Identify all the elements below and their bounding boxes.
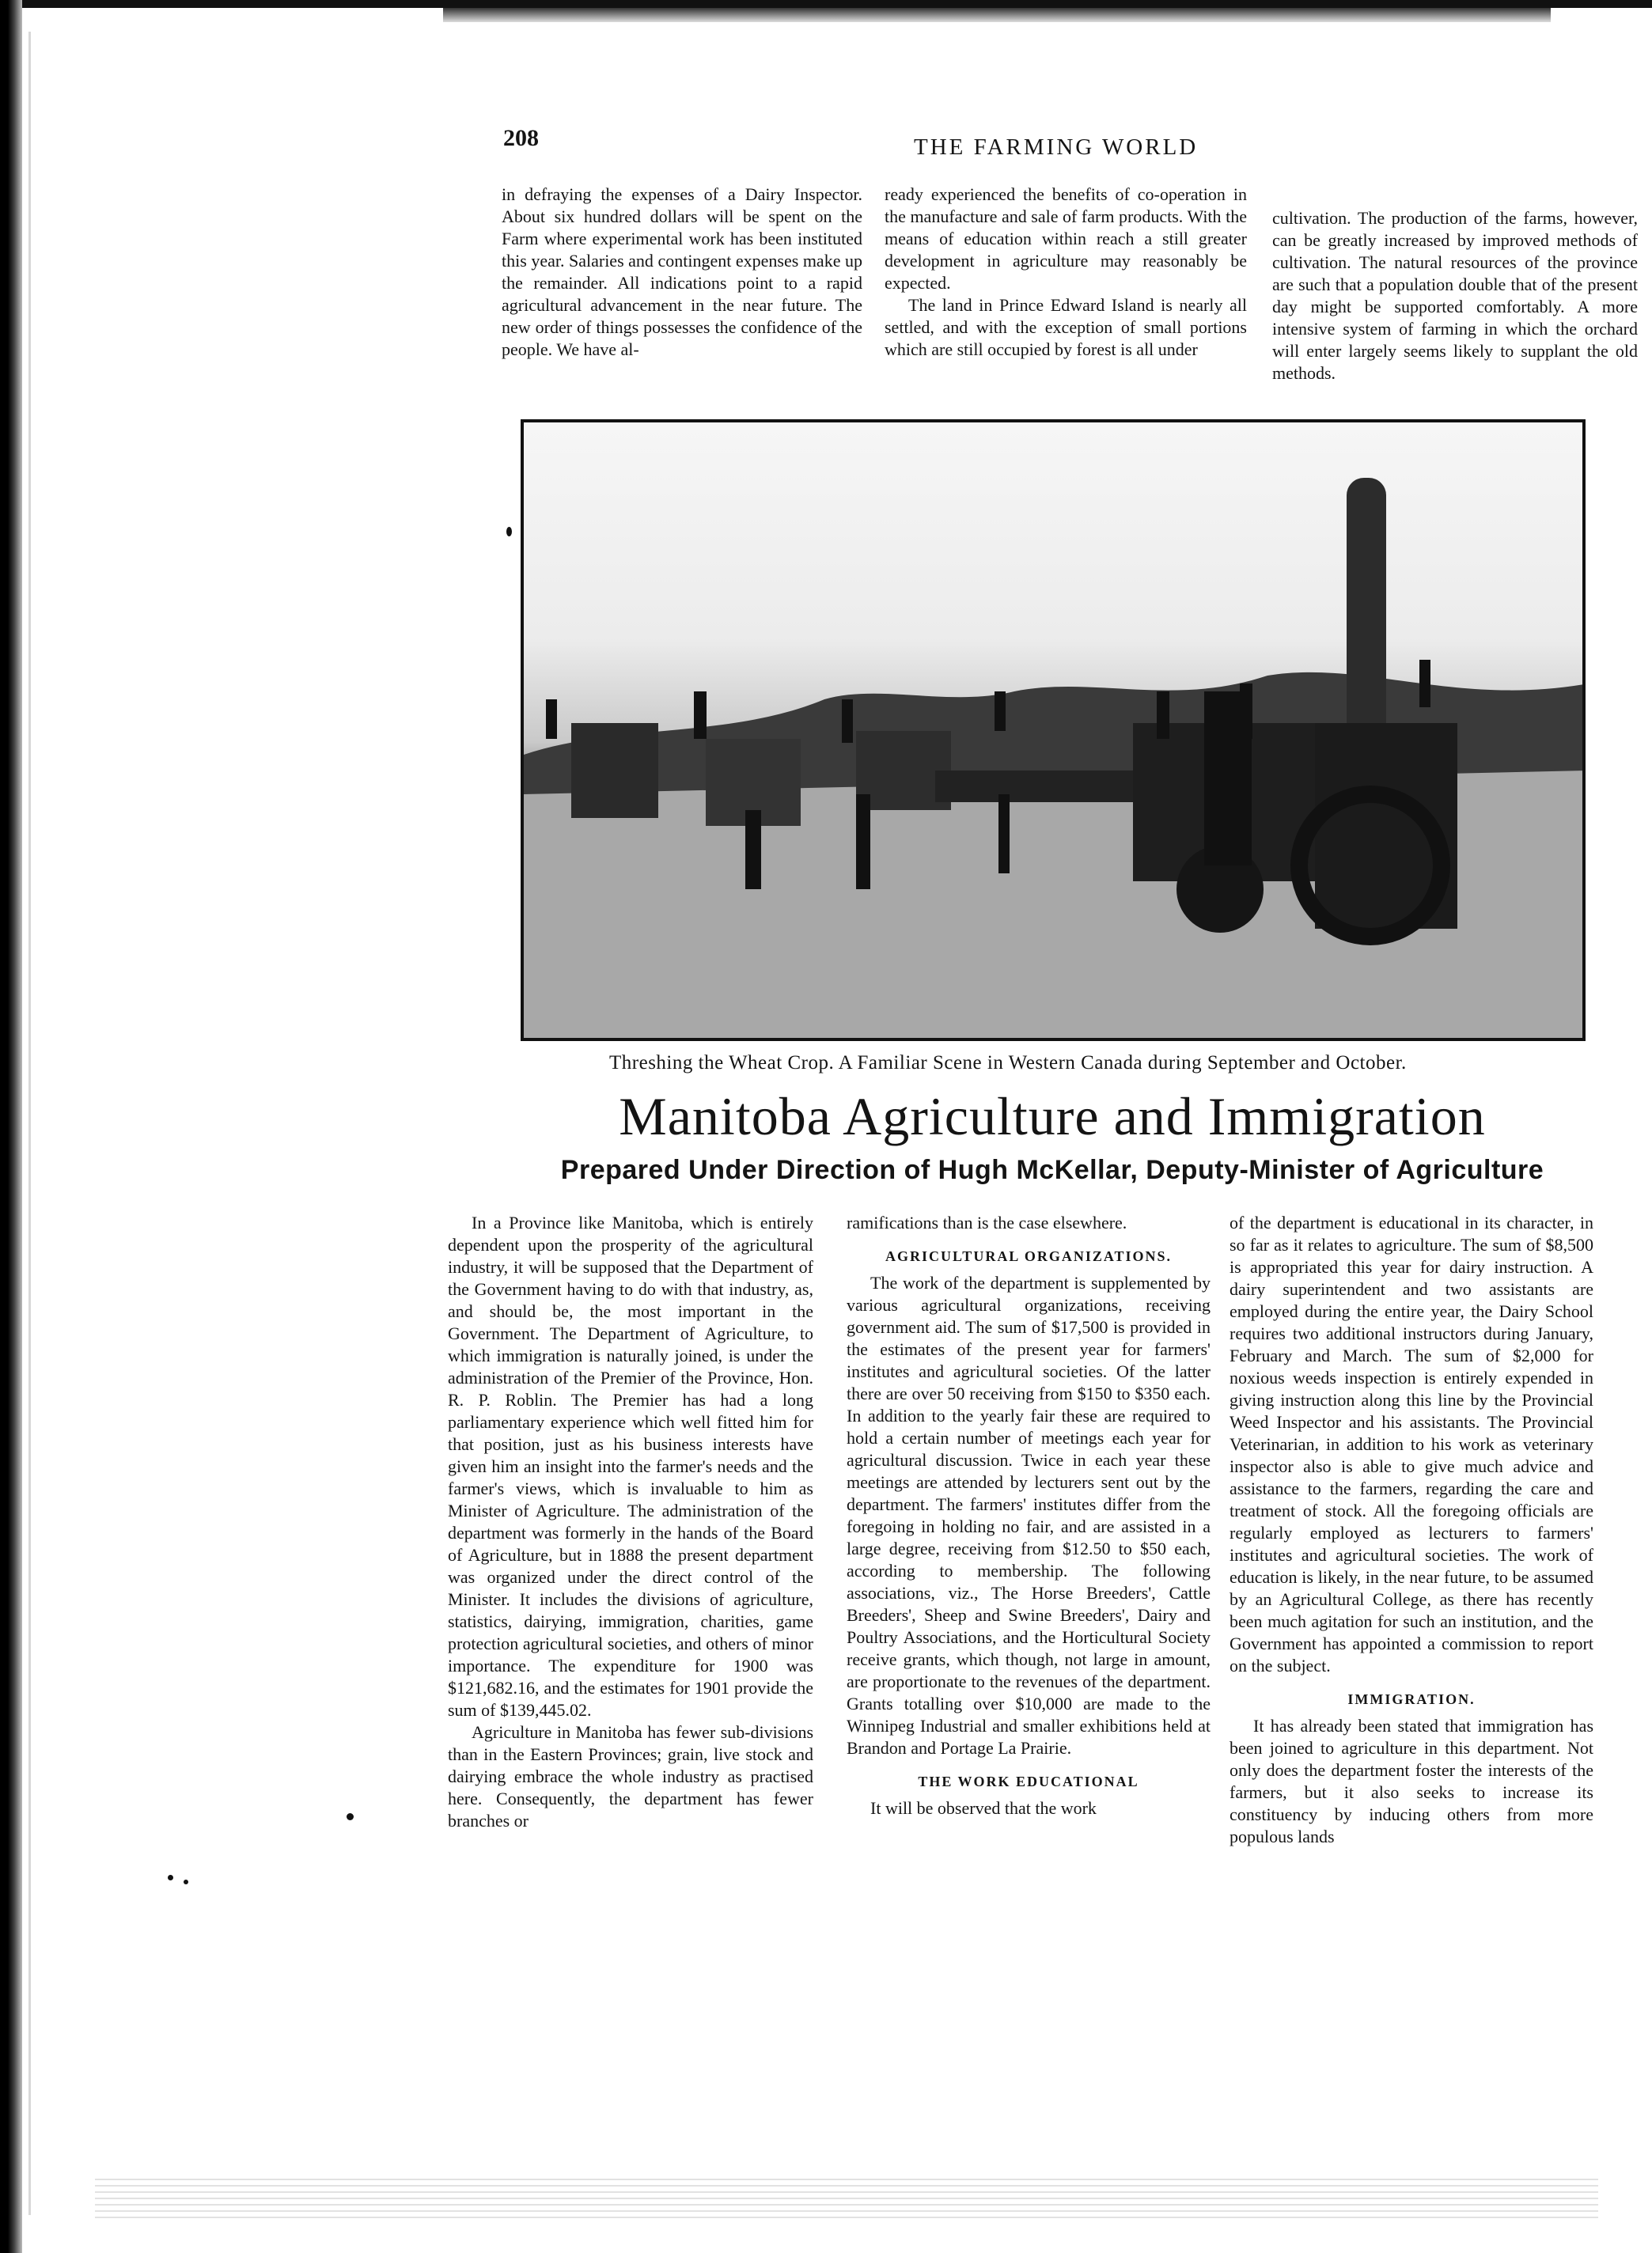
threshing-photo xyxy=(521,419,1586,1041)
page-number: 208 xyxy=(503,125,539,151)
top-column-3 xyxy=(1272,207,1638,384)
paragraph: It has already been stated that immigration has been joined to agriculture in this department. Not only does the department foster the interests of the farmers, but it also seeks to increase its constituency by inducing others from more populous lands xyxy=(1230,1716,1593,1846)
paragraph: It will be observed that the work xyxy=(870,1798,1097,1818)
paragraph: The land in Prince Edward Island is nearly all settled, and with the exception of small portions which are still occupied by forest is all under xyxy=(885,295,1247,359)
ink-speck xyxy=(506,527,512,536)
article-column-2 xyxy=(847,1212,1211,1819)
threshing-scene-drawing xyxy=(524,422,1586,1041)
article-column-1 xyxy=(448,1212,813,1832)
article-column-3 xyxy=(1230,1212,1593,1848)
ink-speck xyxy=(184,1880,188,1884)
photo-caption: Threshing the Wheat Crop. A Familiar Scene in Western Canada during September and October. xyxy=(609,1052,1407,1073)
ink-speck xyxy=(168,1875,173,1880)
scan-top-edge xyxy=(0,0,1652,8)
paragraph: in defraying the expenses of a Dairy Inspector. About six hundred dollars will be spent on the Farm where experimental work has been instituted this year. Salaries and contingent expenses make up the remainder. All indications point to a rapid agricultural advancement in the near future. The new order of things possesses the confidence of the people. We have al- xyxy=(502,184,862,359)
paragraph: In a Province like Manitoba, which is entirely dependent upon the prosperity of the agricultural industry, it will be supposed that the Department of the Government having to do with that industry, as, and should be, the most important in the Government. The Department of Agriculture, to which immigration is naturally joined, is under the administration of the Premier of the Province, Hon. R. P. Roblin. The Premier has had a long parliamentary experience which well fitted him for that position, just as his business interests have given him an insight into the farmer's needs and the farmer's views, which is invaluable to him as Minister of Agriculture. The administration of the department was formerly in the hands of the Board of Agriculture, but in 1888 the present department was organized under the direct control of the Minister. It includes the divisions of agriculture, statistics, dairying, immigration, charities, game protection agricultural societies, and others of minor importance. The expenditure for 1900 was $121,682.16, and the estimates for 1901 provide the sum of $139,445.02. xyxy=(448,1213,813,1720)
scan-left-edge xyxy=(0,0,22,2253)
scan-fold-shadow xyxy=(443,8,1551,22)
paragraph: of the department is educational in its character, in so far as it relates to agriculture. The sum of $8,500 is appropriated this year for dairy instruction. A dairy superintendent and two assistants are employed during the entire year, the Dairy School requires two additional instructors during January, February and March. The sum of $2,000 for noxious weeds inspection is entirely expended in giving instruction along this line by the Provincial Weed Inspector and his assistants. The Provincial Veterinarian, in addition to his work as veterinary inspector also is able to give much advice and assistance to the farmers, regarding the care and treatment of stock. All the foregoing officials are regularly employed as lecturers to farmers' institutes and agricultural societies. The work of education is likely, in the near future, to be assumed by an Agricultural College, as there has recently been much agitation for such an institution, and the Government has appointed a commission to report on the subject. xyxy=(1230,1213,1593,1676)
article-subtitle: Prepared Under Direction of Hugh McKellar, Deputy-Minister of Agriculture xyxy=(560,1155,1544,1185)
paragraph: ramifications than is the case elsewhere. xyxy=(847,1213,1127,1233)
paragraph: Agriculture in Manitoba has fewer sub-divisions than in the Eastern Provinces; grain, live stock and dairying embrace the whole industry as practised here. Consequently, the department has fewer branches or xyxy=(448,1722,813,1831)
scan-margin-line xyxy=(28,32,31,2215)
top-column-2 xyxy=(885,184,1247,361)
section-heading: AGRICULTURAL ORGANIZATIONS. xyxy=(885,1248,1173,1264)
scan-bottom-pages xyxy=(95,2174,1598,2221)
ink-speck xyxy=(347,1813,354,1820)
paragraph: cultivation. The production of the farms, however, can be greatly increased by improved methods of cultivation. The natural resources of the province are such that a population double that of the present day might be supported comfortably. A more intensive system of farming in which the orchard will enter largely seems likely to supplant the old methods. xyxy=(1272,208,1638,383)
section-heading: IMMIGRATION. xyxy=(1347,1691,1476,1707)
paragraph: ready experienced the benefits of co-operation in the manufacture and sale of farm products. With the means of education within reach a still greater development in agriculture may reasonably be expected. xyxy=(885,184,1247,293)
paragraph: The work of the department is supplemented by various agricultural organizations, receiving government aid. The sum of $17,500 is provided in the estimates of the present year for farmers' institutes and agricultural societies. Of the latter there are over 50 receiving from $150 to $350 each. In addition to the yearly fair these are required to hold a certain number of meetings each year for agricultural discussion. Twice in each year these meetings are attended by lecturers sent out by the department. The farmers' institutes differ from the foregoing in holding no fair, and are assisted in a large degree, receiving from $12.50 to $50 each, according to membership. The following associations, viz., The Horse Breeders', Cattle Breeders', Sheep and Swine Breeders', Dairy and Poultry Associations, and the Horticultural Society receive grants, which though, not large in amount, are proportionate to the revenues of the department. Grants totalling over $10,000 are made to the Winnipeg Industrial and smaller exhibitions held at Brandon and Portage La Prairie. xyxy=(847,1273,1211,1758)
running-head: THE FARMING WORLD xyxy=(914,134,1199,160)
section-heading: THE WORK EDUCATIONAL xyxy=(918,1774,1139,1789)
top-column-1 xyxy=(502,184,862,361)
article-title: Manitoba Agriculture and Immigration xyxy=(619,1086,1486,1146)
